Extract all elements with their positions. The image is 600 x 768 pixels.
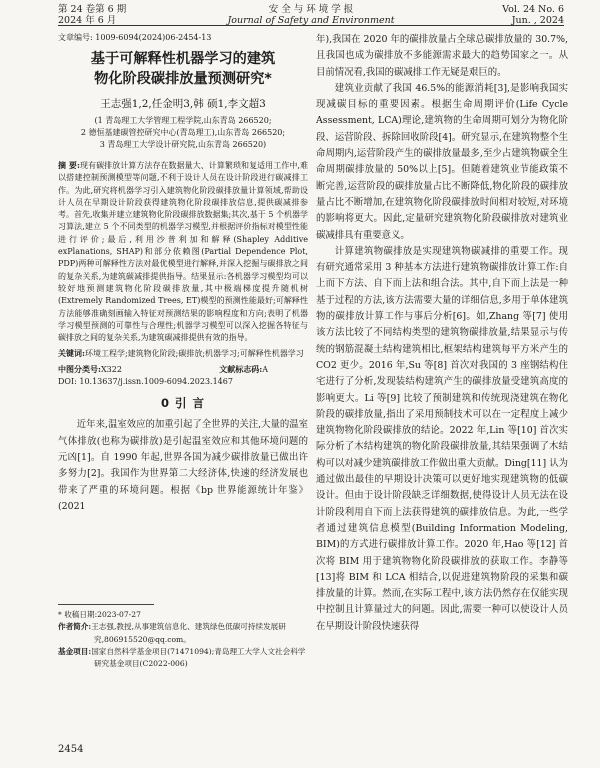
header-rule (58, 25, 564, 26)
right-column (316, 32, 568, 740)
doi: DOI: 10.13637/j.issn.1009-6094.2023.1467 (58, 377, 233, 387)
clc-label: 中图分类号: (58, 364, 101, 375)
title-line-1: 基于可解释性机器学习的建筑 (90, 51, 276, 67)
funding-text: 国家自然科学基金项目(71471094);青岛理工大学人文社会科学研究基金项目(C2022-006) (91, 646, 306, 669)
date-en: Jun. , 2024 (511, 15, 564, 26)
running-header (58, 4, 564, 26)
footnote (58, 604, 308, 670)
affiliation-2: 2 德恒基建碳管控研究中心(青岛理工),山东青岛 266520; (80, 128, 286, 137)
right-paragraph-3: 计算建筑物碳排放是实现建筑物碳减排的重要工作。现有研究通常采用 3 种基本方法进行建筑物碳排放计算工作:自上而下方法、自下而上法和组合法。其中,自下而上法是一种基于过程的方法,该方法需要大量的详细信息,多用于单体建筑物的碳排放计算工作与事后分析[6]。如,Zhang 等[7] 使用该方法比较了不同结构类型的建筑物碳排放量,结果显示与传统的钢筋混凝土结构建筑相比,框架结构建筑每平方米产生的 CO2 更少。2016 年,Su 等[8] 首次对我国的 3 座钢结构住宅进行了分析,发现装结构建筑产生的碳排放量受建筑高度的影响更大。Li 等[9] 比较了预制建筑和传统现浇建筑在物化阶段的碳排放量,指出了采用预制技术可以在一定程度上减少建筑物物化阶段碳排放的结论。2022 年,Lin 等[10] 首次实际分析了木结构建筑的物化阶段碳排放量,其结果强调了木结构可以对减少建筑碳排放工作做出重大贡献。Ding[11] 认为通过做出最佳的早期设计决策可以更好地实现建筑物的低碳设计。但由于设计阶段缺乏详细数据,使得设计人员无法在设计阶段利用自下而上法获得建筑的碳排放信息。为此,一些学者通过建筑信息模型(Building Information Modeling, BIM)的方式进行碳排放计算工作。2020 年,Hao 等[12] 首次将 BIM 用于建筑物物化阶段碳排放的获取工作。李静等[13]将 BIM 和 LCA 相结合,以促进建筑物阶段的采集和碳排放量的计算。然而,在实际工程中,该方法仍然存在仅能实现中控制且计算量过大的问题。因此,需要一种可以使设计人员在早期设计阶段快速获得 (316, 245, 568, 632)
volume-issue: 第 24 卷第 6 期 (58, 4, 127, 15)
funding-label: 基金项目: (58, 646, 92, 656)
document-code (219, 363, 268, 376)
abstract-label: 摘 要: (58, 160, 80, 170)
classification-row (58, 363, 308, 376)
footnote-rule (58, 604, 154, 605)
header-right (502, 4, 564, 26)
paper-title (58, 49, 308, 89)
author-bio (58, 621, 308, 646)
affiliation-1: (1 青岛理工大学管理工程学院,山东青岛 266520; (94, 116, 272, 125)
clc-code (58, 363, 122, 376)
article-id: 文章编号: 1009-6094(2024)06-2454-13 (58, 33, 212, 42)
page-number: 2454 (58, 744, 84, 755)
abstract-text: 现有碳排放计算方法存在数据量大、计算繁琐和复适用工作中,难以搭建控制预测模型等问题,不利于设计人员在设计阶段进行碳减排工作。为此,研究将机器学习引入建筑物化阶段碳排放量计算领域,帮助设计人员在早期设计阶段获得建筑物化阶段碳排放信息,提供碳减排参考。首先,收集并建立建筑物化阶段碳排放数据集;其次,基于 5 个机器学习算法,建立 5 个不同类型的机器学习模型,并根据评价指标对模型性能进行评价;最后,利用沙普利加和解释(Shapley Additive exPlanations, SHAP)和部分依赖图(Partial Dependence Plot, PDP)两种可解释性方法对最优模型进行解释,并深入挖掘与碳排放之间的复杂关系,为建筑碳减排提供指导。结果显示:各机器学习模型均可以较好地预测建筑物化阶段碳排放量,其中极端梯度提升随机树(Extremely Randomized Trees, ET)模型的预测性能最好;可解释性方法能够准确刻画输入特征对预测结果的影响程度和方向;表明了机器学习模型预测的可靠性与合理性;机器学习模型可以深入挖掘各特征与碳排放之间的复杂关系,为建筑碳减排提供有效的指导。 (58, 161, 308, 343)
volume-en: Vol. 24 No. 6 (502, 4, 564, 15)
issue-date: 2024 年 6 月 (58, 15, 117, 26)
received-date: * 收稿日期:2023-07-27 (58, 610, 141, 619)
keywords-label: 关键词: (58, 348, 85, 359)
intro-paragraph: 近年来,温室效应的加重引起了全世界的关注,大量的温室气体排放(也称为碳排放)是引起温室效应和其他环境问题的元凶[1]。自 1990 年起,世界各国为减少碳排放量已做出许多努力[2]。我国作为世界第二大经济体,快速的经济发展也带来了严重的环境问题。根据《bp 世界能源统计年鉴》(2021 (58, 419, 308, 512)
affiliation-3: 3 青岛理工大学设计研究院,山东青岛 266520) (99, 140, 267, 149)
keywords (58, 347, 308, 360)
author-bio-text: 王志强,教授,从事建筑信息化、建筑绿色低碳可持续发展研究,806915520@qq.com。 (91, 622, 286, 644)
header-center (58, 4, 564, 26)
section-heading: 0 引 言 (160, 396, 205, 411)
funding (58, 646, 308, 671)
author-bio-label: 作者简介: (58, 622, 92, 632)
right-paragraph-1: 年),我国在 2020 年的碳排放量占全球总碳排放量的 30.7%,且我国也成为碳排放不多能源需求最大的趋势国家之一。从目前情况看,我国的碳减排工作无疑是艰巨的。 (316, 34, 568, 78)
journal-name-en: Journal of Safety and Environment (227, 15, 395, 26)
doc-code-label: 文献标志码: (219, 364, 263, 375)
abstract (58, 159, 308, 344)
doc-code-value: A (262, 365, 268, 375)
journal-name-cn: 安 全 与 环 境 学 报 (268, 4, 354, 15)
author-list: 王志强1,2,任金明3,韩 硕1,李文超3 (100, 98, 266, 110)
clc-value: X322 (100, 365, 122, 375)
right-paragraph-2: 建筑业贡献了我国 46.5%的能源消耗[3],是影响我国实现减碳目标的重要因素。根据生命周期评价(Life Cycle Assessment, LCA)理论,建筑物的生命周期可划分为物化阶段、运营阶段、拆除回收阶段[4]。研究显示,在建筑物整个生命周期内,运营阶段产生的碳排放量最多,至少占建筑物碳全生命周期碳排放量的 50%以上[5]。但随着建筑业节能政策不断完善,运营阶段的碳排放量占比不断降低,物化阶段的碳排放量占比不断增加,在建筑物化阶段碳排放时间相对较短,对环境的影响将更大。因此,定量研究建筑物化阶段碳排放对建筑业碳减排具有重要意义。 (316, 82, 568, 241)
keywords-text: 环境工程学;建筑物化阶段;碳排放;机器学习;可解释性机器学习 (84, 349, 304, 359)
title-line-2: 物化阶段碳排放量预测研究* (94, 71, 272, 87)
